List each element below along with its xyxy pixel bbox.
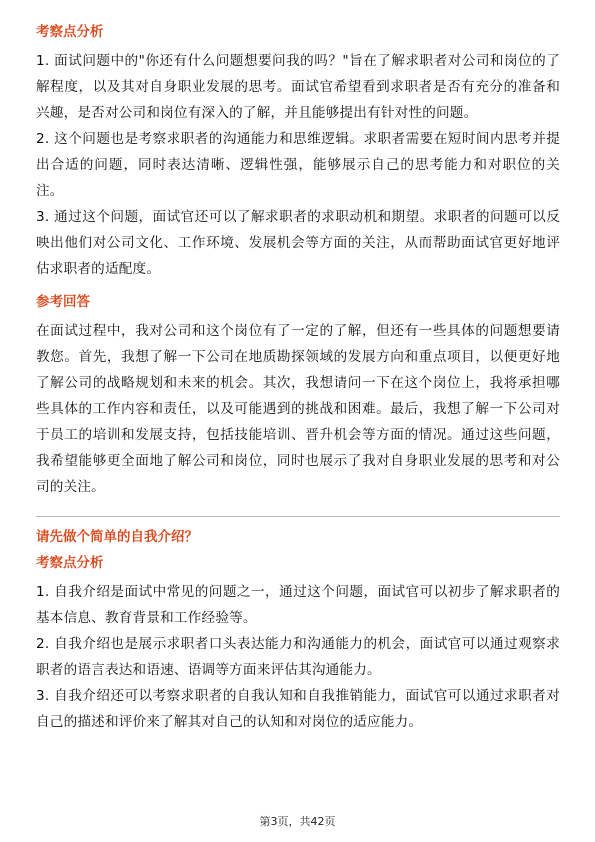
section-heading-answer: 参考回答: [36, 294, 90, 310]
question-section-heading-analysis: 考察点分析: [36, 555, 104, 571]
reference-answer-paragraph: 在面试过程中，我对公司和这个岗位有了一定的了解，但还有一些具体的问题想要请教您。首先，我想了解一下公司在地质勘探领域的发展方向和重点项目，以便更好地了解公司的战略规划和未来的机会。其次，我想请问一下在这个岗位上，我将承担哪些具体的工作内容和责任，以及可能遇到的挑战和困难。最后，我想了解一下公司对于员工的培训和发展支持，包括技能培训、晋升机会等方面的情况。通过这些问题，我希望能够更全面地了解公司和岗位，同时也展示了我对自身职业发展的思考和对公司的关注。: [36, 323, 560, 495]
question-title: 请先做个简单的自我介绍？: [36, 529, 198, 545]
question-analysis-paragraph-3: 3. 自我介绍还可以考察求职者的自我认知和自我推销能力，面试官可以通过求职者对自己的描述和评价来了解其对自己的认知和对岗位的适应能力。: [36, 688, 560, 730]
page-number-footer: 第3页，共42页: [259, 815, 336, 828]
section-divider: [36, 516, 560, 517]
analysis-paragraph-3: 3. 通过这个问题，面试官还可以了解求职者的求职动机和期望。求职者的问题可以反映出他们对公司文化、工作环境、发展机会等方面的关注，从而帮助面试官更好地评估求职者的适配度。: [36, 209, 560, 277]
question-analysis-paragraph-1: 1. 自我介绍是面试中常见的问题之一，通过这个问题，面试官可以初步了解求职者的基本信息、教育背景和工作经验等。: [36, 584, 560, 626]
document-page: [36, 16, 560, 735]
question-analysis-paragraph-2: 2. 自我介绍也是展示求职者口头表达能力和沟通能力的机会，面试官可以通过观察求职者的语言表达和语速、语调等方面来评估其沟通能力。: [36, 636, 560, 678]
analysis-paragraph-2: 2. 这个问题也是考察求职者的沟通能力和思维逻辑。求职者需要在短时间内思考并提出合适的问题，同时表达清晰、逻辑性强，能够展示自己的思考能力和对职位的关注。: [36, 131, 560, 199]
section-heading-analysis: 考察点分析: [36, 24, 104, 40]
analysis-paragraph-1: 1. 面试问题中的"你还有什么问题想要问我的吗？"旨在了解求职者对公司和岗位的了解程度，以及其对自身职业发展的思考。面试官希望看到求职者是否有充分的准备和兴趣，是否对公司和岗位有深入的了解，并且能够提出有针对性的问题。: [36, 53, 560, 121]
